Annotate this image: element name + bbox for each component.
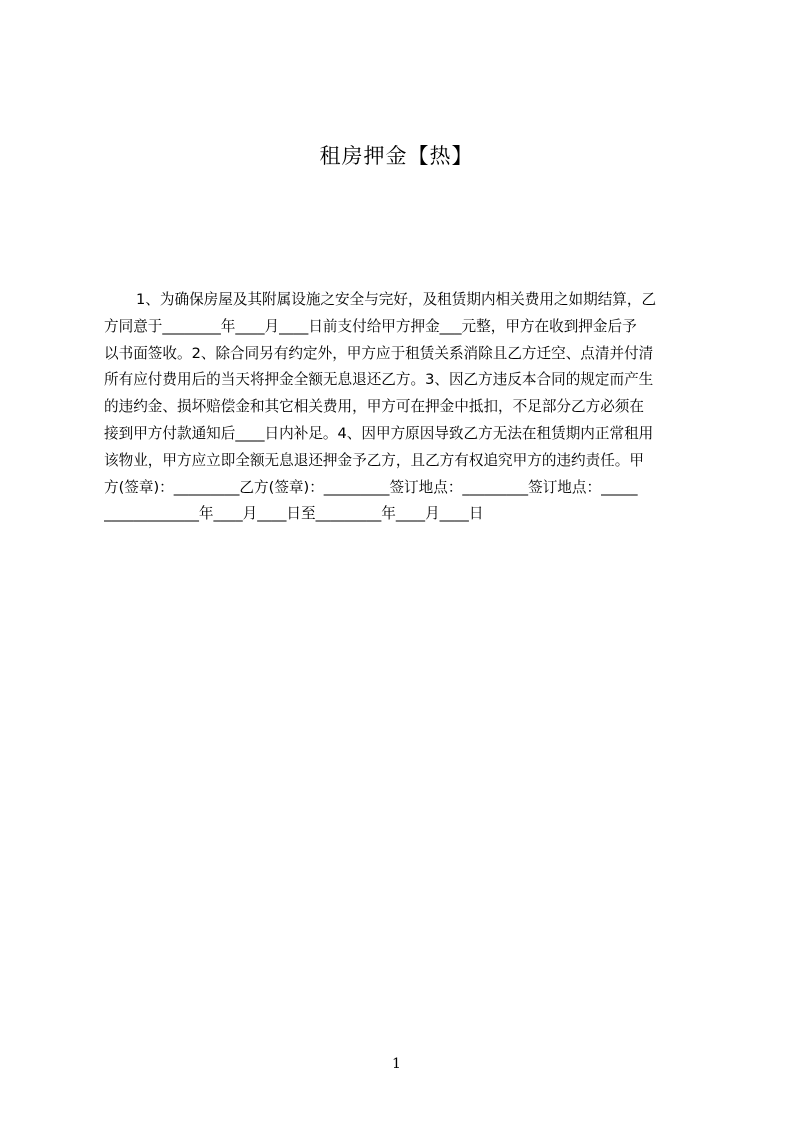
body-line-2: 方同意于________年____月____日前支付给甲方押金___元整，甲方在收到押金后予 (104, 317, 637, 335)
body-line-1 (104, 287, 698, 314)
document-body (104, 287, 698, 533)
body-line-6: 接到甲方付款通知后____日内补足。4、因甲方原因导致乙方无法在租赁期内正常租用 (104, 424, 654, 442)
body-line-1-text: 1、为确保房屋及其附属设施之安全与完好，及租赁期内相关费用之如期结算，乙 (136, 291, 657, 308)
body-line-8: 方(签章)：_________乙方(签章)：_________签订地点：_________签订地点：_____ (104, 478, 638, 496)
document-title: 租房押金【热】 (319, 144, 474, 168)
body-line-9: _____________年____月____日至_________年____月____日 (104, 505, 484, 523)
body-line-7: 该物业，甲方应立即全额无息退还押金予乙方，且乙方有权追究甲方的违约责任。甲 (104, 451, 644, 469)
page-number: 1 (392, 1056, 401, 1072)
body-line-4: 所有应付费用后的当天将押金全额无息退还乙方。3、因乙方违反本合同的规定而产生 (104, 371, 654, 389)
body-line-3: 以书面签收。2、除合同另有约定外，甲方应于租赁关系消除且乙方迁空、点清并付清 (104, 344, 654, 362)
body-line-5: 的违约金、损坏赔偿金和其它相关费用，甲方可在押金中抵扣，不足部分乙方必须在 (104, 398, 644, 416)
